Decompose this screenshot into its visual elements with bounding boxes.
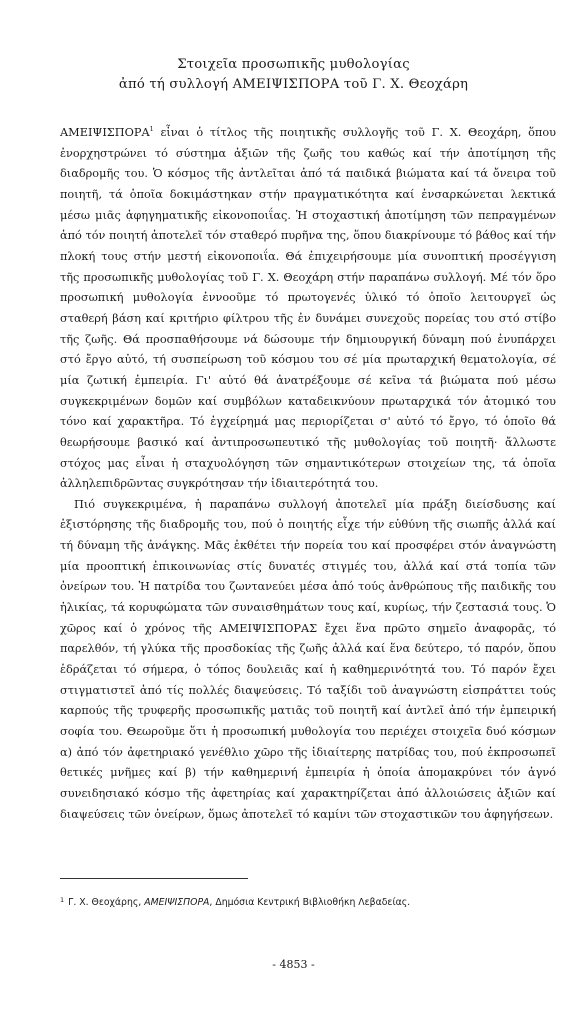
paragraph-1-lead: ΑΜΕΙΨΙΣΠΟΡΑ [60,126,150,139]
paragraph-1-text: εἶναι ὁ τίτλος τῆς ποιητικῆς συλλογῆς τοῦ Γ. Χ. Θεοχάρη, ὅπου ἐνορχηστρώνει τό σύστημα ἀξιῶν τῆς ζωῆς του καθώς καί τήν ἀποτίμηση τῆς διαδρομῆς του. Ὁ κόσμος τῆς ἀντλεῖται ἀπό τά παιδικά βιώματα καί τά ὄνειρα τοῦ ποιητῆ, τά ὁποῖα δοκιμάστηκαν στήν πραγματικότητα καί ἐνσαρκώνεται λεκτικά μέσω μιᾶς ἀφηγηματικῆς εἰκονοποιΐας. Ἡ στοχαστική ἀποτίμηση τῶν πεπραγμένων ἀπό τόν ποιητή ἀποτελεῖ τόν σταθερό πυρῆνα της, ὅπου διακρίνουμε τό βάθος καί τήν πλοκή τους στήν μεστή εἰκονοποιΐα. Θά ἐπιχειρήσουμε μία συνοπτική προσέγγιση τῆς προσωπικῆς μυθολογίας τοῦ Γ. Χ. Θεοχάρη στήν παραπάνω συλλογή. Μέ τόν ὅρο προσωπική μυθολογία ἐννοοῦμε τό πρωτογενές ὑλικό τό ὁποῖο λειτουργεῖ ὡς σταθερή βάση καί κριτήριο φίλτρου τῆς ἐν δυνάμει συνεχοῦς πορείας του στό στίβο τῆς ζωῆς. Θά προσπαθήσουμε νά δώσουμε τήν δημιουργική δύναμη πού ἐνυπάρχει στό ἔργο αὐτό, τή συσπείρωση τοῦ κόσμου του σέ μία πρωταρχική θεματολογία, σέ μία ζωτική ἐμπειρία. Γι' αὐτό θά ἀνατρέξουμε σέ κεῖνα τά βιώματα πού μέσω συγκεκριμένων δομῶν καί συμβόλων καταδεικνύουν πρωταρχικά τόν ἀτομικό του τόνο καί χαρακτῆρα. Τό ἐγχείρημά μας περιορίζεται σ' αὐτό τό ἔργο, τό ὁποῖο θά θεωρήσουμε βασικό καί ἀντιπροσωπευτικό τῆς μυθολογίας τοῦ ποιητῆ· ἄλλωστε στόχος μας εἶναι ἡ σταχυολόγηση τῶν σημαντικότερων στοιχείων της, τά ὁποῖα ἀλληλεπιδρῶντας συγκρότησαν τήν ἰδιαιτερότητά του. [60,126,556,491]
paragraph-2: Πιό συγκεκριμένα, ἡ παραπάνω συλλογή ἀποτελεῖ μία πράξη διείσδυσης καί ἐξιστόρησης τῆς διαδρομῆς του, πού ὁ ποιητής εἶχε τήν εὐθύνη τῆς σιωπῆς ἀλλά καί τή δύναμη τῆς ἀνάγκης. Μᾶς ἐκθέτει τήν πορεία του καί προσφέρει στόν ἀναγνώστη μία προοπτική ἐπικοινωνίας στίς δυνατές στιγμές του, ἀλλά καί στά τοπία τῶν ὀνείρων του. Ἡ πατρίδα του ζωντανεύει μέσα ἀπό τούς ἀνθρώπους τῆς παιδικῆς του ἡλικίας, τά κορυφώματα τῶν συναισθημάτων τους καί, κυρίως, τήν ζεστασιά τους. Ὁ χῶρος καί ὁ χρόνος τῆς ΑΜΕΙΨΙΣΠΟΡΑΣ ἔχει ἕνα πρῶτο σημεῖο ἀναφορᾶς, τό παρελθόν, τή γλύκα τῆς προσδοκίας τῆς ζωῆς ἀλλά καί ἕνα δεύτερο, τό παρόν, ὅπου ἑδράζεται τό σήμερα, ὁ τόπος δουλειᾶς καί ἡ καθημερινότητά του. Τό παρόν ἔχει στιγματιστεῖ ἀπό τίς πολλές διαψεύσεις. Τό ταξίδι τοῦ ἀναγνώστη εἰσπράττει τούς καρπούς τῆς τρυφερῆς προσωπικῆς ματιᾶς τοῦ ποιητῆ καί ἀντλεῖ ἀπό τήν ἐμπειρική σοφία του. Θεωροῦμε ὅτι ἡ προσωπική μυθολογία του περιέχει στοιχεῖα δυό κόσμων α) ἀπό τόν ἀφετηριακό γενέθλιο χῶρο τῆς ἰδιαίτερης πατρίδας του, πού ἐκπροσωπεῖ θετικές μνῆμες καί β) τήν καθημερινή ἐμπειρία ἡ ὁποία ἀπομακρύνει τόν ἁγνό συνειδησιακό κόσμο τῆς ἀφετηρίας καί χαρακτηρίζεται ἀπό ἀλλοιώσεις ἀξιῶν καί διαψεύσεις τῶν ὀνείρων, ὅμως ἀποτελεῖ τό καμίνι τῶν στοχαστικῶν του ἀφηγήσεων. [60,497,556,821]
article-body [60,123,556,825]
title-line-1: Στοιχεῖα προσωπικῆς μυθολογίας [177,57,410,72]
footnote [60,894,556,909]
footnote-reference[interactable]: 1 [149,125,154,133]
page-number: - 4853 - [272,958,315,971]
footnote-work-title: ΑΜΕΙΨΙΣΠΟΡΑ [144,897,210,908]
footnote-mark: 1 [60,896,65,904]
article-title [0,55,587,95]
footnote-author: Γ. Χ. Θεοχάρης, [68,897,145,908]
paragraph-1 [60,123,556,495]
footnote-divider [60,878,248,879]
footnote-source: , Δημόσια Κεντρική Βιβλιοθήκη Λεβαδείας. [209,897,411,908]
title-line-2: ἀπό τή συλλογή ΑΜΕΙΨΙΣΠΟΡΑ τοῦ Γ. Χ. Θεοχάρη [118,77,469,92]
